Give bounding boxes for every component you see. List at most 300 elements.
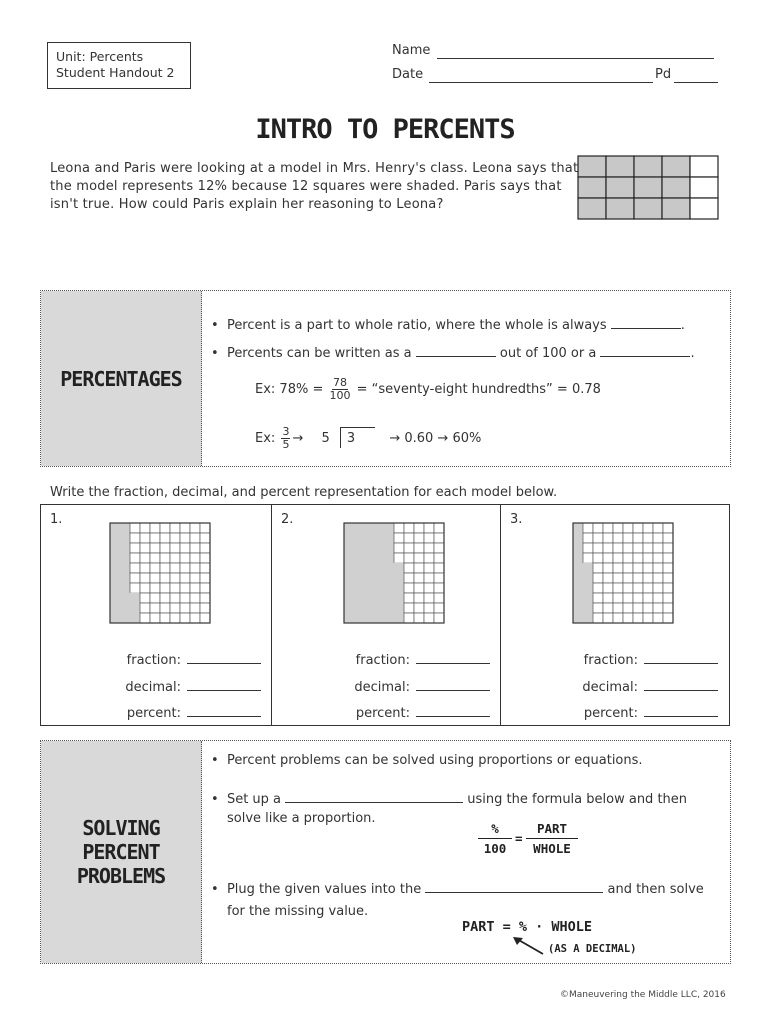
empty-square xyxy=(140,613,150,623)
empty-square xyxy=(404,553,414,563)
shaded-square xyxy=(354,593,364,603)
percent-forms-text-b: out of 100 or a xyxy=(499,346,597,361)
example-one-prefix: Ex: 78% = xyxy=(255,382,324,397)
empty-square xyxy=(613,563,623,573)
copyright-footer: ©Maneuvering the Middle LLC, 2016 xyxy=(560,990,726,1000)
empty-square xyxy=(404,543,414,553)
empty-square xyxy=(170,523,180,533)
shaded-cell xyxy=(606,177,634,198)
percent-label: percent: xyxy=(355,706,410,721)
fraction-label: fraction: xyxy=(126,653,181,668)
empty-square xyxy=(394,543,404,553)
empty-square xyxy=(653,563,663,573)
empty-square xyxy=(623,573,633,583)
solving-label-line3: PROBLEMS xyxy=(76,864,166,888)
empty-square xyxy=(404,613,414,623)
empty-square xyxy=(613,553,623,563)
decimal-note: (AS A DECIMAL) xyxy=(548,943,637,955)
decimal-answer-field[interactable] xyxy=(416,678,490,691)
empty-square xyxy=(404,533,414,543)
models-table xyxy=(40,504,730,726)
pd-label: Pd xyxy=(655,67,672,82)
shaded-square xyxy=(344,563,354,573)
shaded-square xyxy=(344,583,354,593)
empty-square xyxy=(200,573,210,583)
model-cell xyxy=(501,505,728,725)
empty-square xyxy=(653,553,663,563)
empty-square xyxy=(190,563,200,573)
solving-bullet-three-cont: for the missing value. xyxy=(227,904,369,919)
shaded-square xyxy=(354,563,364,573)
fraction-row xyxy=(356,651,490,668)
empty-square xyxy=(190,603,200,613)
empty-square xyxy=(200,533,210,543)
shaded-square xyxy=(583,583,593,593)
pointer-arrow-icon xyxy=(511,935,547,957)
solving-bullet-two-text-b: using the formula below and then xyxy=(467,792,688,807)
handout-number: Student Handout 2 xyxy=(56,65,175,80)
shaded-square xyxy=(344,613,354,623)
shaded-cell xyxy=(662,156,690,177)
hundreds-grid xyxy=(571,521,675,625)
empty-square xyxy=(434,583,444,593)
shaded-square xyxy=(583,603,593,613)
part-equation: PART = % · WHOLE xyxy=(462,919,593,935)
shaded-square xyxy=(354,603,364,613)
empty-square xyxy=(200,603,210,613)
decimal-label: decimal: xyxy=(582,680,638,695)
empty-square xyxy=(414,603,424,613)
shaded-square xyxy=(374,583,384,593)
empty-square xyxy=(180,523,190,533)
shaded-square xyxy=(374,533,384,543)
shaded-square xyxy=(573,563,583,573)
percent-answer-field[interactable] xyxy=(644,704,718,717)
decimal-row xyxy=(125,678,261,695)
empty-square xyxy=(180,593,190,603)
empty-square xyxy=(170,553,180,563)
empty-square xyxy=(180,583,190,593)
empty-square xyxy=(633,593,643,603)
shaded-square xyxy=(573,603,583,613)
empty-square xyxy=(140,523,150,533)
empty-square xyxy=(653,583,663,593)
empty-square xyxy=(160,573,170,583)
percent-answer-field[interactable] xyxy=(187,704,261,717)
empty-square xyxy=(663,583,673,593)
equation-blank[interactable] xyxy=(425,880,603,893)
empty-square xyxy=(130,583,140,593)
empty-square xyxy=(653,613,663,623)
percent-forms-text-a: Percents can be written as a xyxy=(226,346,412,361)
empty-square xyxy=(140,563,150,573)
shaded-square xyxy=(354,613,364,623)
decimal-row xyxy=(354,678,490,695)
shaded-square xyxy=(573,613,583,623)
fraction-row xyxy=(127,651,261,668)
empty-square xyxy=(643,533,653,543)
empty-square xyxy=(583,543,593,553)
shaded-square xyxy=(344,533,354,543)
decimal-answer-field[interactable] xyxy=(187,678,261,691)
fraction-answer-field[interactable] xyxy=(187,651,261,664)
empty-square xyxy=(424,573,434,583)
shaded-cell xyxy=(634,156,662,177)
empty-square xyxy=(633,533,643,543)
shaded-square xyxy=(354,583,364,593)
shaded-cell xyxy=(634,198,662,219)
empty-square xyxy=(653,543,663,553)
shaded-square xyxy=(384,523,394,533)
fraction-answer-field[interactable] xyxy=(416,651,490,664)
empty-square xyxy=(200,543,210,553)
hundreds-grid xyxy=(342,521,446,625)
empty-square xyxy=(140,573,150,583)
empty-square xyxy=(633,613,643,623)
empty-square xyxy=(633,583,643,593)
shaded-square xyxy=(394,603,404,613)
empty-square xyxy=(613,533,623,543)
shaded-square xyxy=(110,583,120,593)
shaded-square xyxy=(573,533,583,543)
percentages-label: PERCENTAGES xyxy=(41,291,202,466)
example-two-denominator: 5 xyxy=(282,438,290,451)
shaded-square xyxy=(384,583,394,593)
shaded-square xyxy=(120,573,130,583)
empty-square xyxy=(623,533,633,543)
shaded-square xyxy=(364,573,374,583)
shaded-square xyxy=(364,593,374,603)
solving-bullet-three: • Plug the given values into the and then solve xyxy=(211,882,704,897)
solving-bullet-three-text-a: Plug the given values into the xyxy=(226,882,422,897)
pd-field[interactable] xyxy=(674,82,718,83)
empty-square xyxy=(613,593,623,603)
empty-square xyxy=(603,553,613,563)
fraction-label: fraction: xyxy=(355,653,410,668)
empty-square xyxy=(653,603,663,613)
percent-answer-field[interactable] xyxy=(416,704,490,717)
empty-square xyxy=(643,523,653,533)
empty-square xyxy=(603,533,613,543)
empty-square xyxy=(633,523,643,533)
long-division-box xyxy=(340,427,375,448)
shaded-cell xyxy=(578,156,606,177)
shaded-square xyxy=(110,563,120,573)
shaded-square xyxy=(344,543,354,553)
model-number: 2. xyxy=(281,512,294,527)
empty-square xyxy=(603,593,613,603)
empty-square xyxy=(190,583,200,593)
empty-square xyxy=(663,553,673,563)
empty-square xyxy=(150,573,160,583)
empty-square xyxy=(404,603,414,613)
empty-square xyxy=(623,593,633,603)
empty-square xyxy=(434,613,444,623)
formula-right-denominator: WHOLE xyxy=(533,841,571,856)
shaded-square xyxy=(120,543,130,553)
empty-square xyxy=(603,573,613,583)
shaded-square xyxy=(394,563,404,573)
empty-square xyxy=(434,563,444,573)
empty-square xyxy=(160,563,170,573)
empty-square xyxy=(653,533,663,543)
empty-square xyxy=(633,563,643,573)
decimal-label: decimal: xyxy=(354,680,410,695)
empty-square xyxy=(170,573,180,583)
solving-bullet-two-cont: solve like a proportion. xyxy=(227,811,376,826)
shaded-square xyxy=(130,593,140,603)
empty-square xyxy=(394,533,404,543)
shaded-square xyxy=(394,583,404,593)
formula-left-bar xyxy=(478,838,512,839)
model-cell xyxy=(272,505,501,725)
shaded-square xyxy=(354,543,364,553)
empty-square xyxy=(394,553,404,563)
shaded-cell xyxy=(606,156,634,177)
empty-square xyxy=(404,523,414,533)
unit-label-box xyxy=(47,42,191,89)
empty-square xyxy=(603,613,613,623)
division-dividend: 3 xyxy=(346,431,356,446)
empty-square xyxy=(190,553,200,563)
empty-square xyxy=(414,593,424,603)
solving-label-line2: PERCENT xyxy=(82,840,160,864)
page-title: INTRO TO PERCENTS xyxy=(255,114,515,145)
empty-square xyxy=(613,573,623,583)
empty-square xyxy=(150,583,160,593)
empty-square xyxy=(643,593,653,603)
shaded-cell xyxy=(662,177,690,198)
fraction-blank[interactable] xyxy=(416,344,496,357)
percentages-section xyxy=(40,290,731,467)
percent-row xyxy=(584,704,718,721)
name-field[interactable] xyxy=(437,58,714,59)
empty-square xyxy=(663,573,673,583)
empty-square xyxy=(593,563,603,573)
empty-square xyxy=(663,593,673,603)
empty-square xyxy=(180,613,190,623)
formula-left-denominator: 100 xyxy=(483,841,507,856)
shaded-square xyxy=(583,563,593,573)
percent-definition-text: Percent is a part to whole ratio, where the whole is always xyxy=(226,318,607,333)
shaded-square xyxy=(573,553,583,563)
empty-square xyxy=(190,523,200,533)
empty-square xyxy=(583,553,593,563)
shaded-cell xyxy=(578,177,606,198)
empty-square xyxy=(130,563,140,573)
whole-blank[interactable] xyxy=(611,316,681,329)
shaded-square xyxy=(573,573,583,583)
empty-square xyxy=(170,543,180,553)
intro-model-grid xyxy=(577,155,719,222)
empty-square xyxy=(663,533,673,543)
empty-square xyxy=(603,563,613,573)
empty-square xyxy=(160,593,170,603)
empty-square xyxy=(633,573,643,583)
empty-square xyxy=(200,593,210,603)
decimal-answer-field[interactable] xyxy=(644,678,718,691)
decimal-label: decimal: xyxy=(125,680,181,695)
empty-square xyxy=(200,583,210,593)
example-two xyxy=(255,426,481,451)
shaded-square xyxy=(344,573,354,583)
empty-square xyxy=(180,603,190,613)
empty-square xyxy=(633,553,643,563)
example-two-result: → 0.60 → 60% xyxy=(389,431,482,446)
empty-square xyxy=(200,563,210,573)
shaded-square xyxy=(120,523,130,533)
percent-label: percent: xyxy=(126,706,181,721)
empty-square xyxy=(190,573,200,583)
shaded-square xyxy=(364,533,374,543)
empty-square xyxy=(643,563,653,573)
empty-square xyxy=(150,603,160,613)
empty-square xyxy=(613,543,623,553)
empty-square xyxy=(190,593,200,603)
empty-square xyxy=(160,543,170,553)
shaded-square xyxy=(344,603,354,613)
empty-square xyxy=(170,603,180,613)
proportion-blank[interactable] xyxy=(285,790,463,803)
shaded-square xyxy=(110,523,120,533)
shaded-square xyxy=(130,603,140,613)
empty-square xyxy=(190,533,200,543)
percent-row xyxy=(356,704,490,721)
empty-square xyxy=(643,543,653,553)
empty-square xyxy=(180,533,190,543)
shaded-square xyxy=(384,573,394,583)
empty-square xyxy=(140,603,150,613)
solving-label xyxy=(41,741,202,963)
example-two-fraction xyxy=(281,426,290,451)
shaded-square xyxy=(384,593,394,603)
shaded-square xyxy=(120,593,130,603)
empty-square xyxy=(180,573,190,583)
empty-square xyxy=(434,593,444,603)
empty-square xyxy=(613,583,623,593)
shaded-square xyxy=(120,583,130,593)
shaded-square xyxy=(573,583,583,593)
date-label: Date xyxy=(392,67,424,82)
empty-square xyxy=(593,603,603,613)
empty-square xyxy=(593,553,603,563)
shaded-square xyxy=(374,613,384,623)
fraction-answer-field[interactable] xyxy=(644,651,718,664)
empty-square xyxy=(643,573,653,583)
empty-square xyxy=(623,543,633,553)
shaded-square xyxy=(120,563,130,573)
example-one-numerator: 78 xyxy=(332,376,347,389)
empty-square xyxy=(593,583,603,593)
empty-square xyxy=(424,563,434,573)
empty-square xyxy=(130,543,140,553)
shaded-square xyxy=(374,523,384,533)
shaded-square xyxy=(354,553,364,563)
percent-row xyxy=(127,704,261,721)
empty-square xyxy=(603,603,613,613)
date-field[interactable] xyxy=(429,82,653,83)
shaded-square xyxy=(120,603,130,613)
shaded-square xyxy=(384,563,394,573)
empty-square xyxy=(170,533,180,543)
empty-square xyxy=(180,553,190,563)
empty-square xyxy=(404,563,414,573)
empty-square xyxy=(150,613,160,623)
solving-bullet-two-text-a: Set up a xyxy=(226,792,282,807)
empty-square xyxy=(663,603,673,613)
empty-square xyxy=(593,533,603,543)
percent-forms: • Percents can be written as a out of 100 or a . xyxy=(211,346,695,361)
empty-square xyxy=(150,553,160,563)
shaded-square xyxy=(374,593,384,603)
empty-square xyxy=(130,523,140,533)
empty-square xyxy=(140,593,150,603)
shaded-square xyxy=(374,563,384,573)
formula-right-bar xyxy=(526,838,578,839)
decimal-blank[interactable] xyxy=(600,344,690,357)
percent-definition: • Percent is a part to whole ratio, where the whole is always . xyxy=(211,318,685,333)
empty-square xyxy=(633,603,643,613)
empty-square xyxy=(424,543,434,553)
formula-left-numerator: % xyxy=(491,821,499,836)
shaded-cell xyxy=(634,177,662,198)
empty-square xyxy=(643,553,653,563)
empty-square xyxy=(150,523,160,533)
formula-right-numerator: PART xyxy=(536,821,568,836)
shaded-square xyxy=(364,543,374,553)
empty-square xyxy=(424,583,434,593)
shaded-square xyxy=(384,553,394,563)
example-one-denominator: 100 xyxy=(329,389,351,402)
empty-square xyxy=(593,573,603,583)
fraction-row xyxy=(584,651,718,668)
shaded-square xyxy=(573,523,583,533)
empty-square xyxy=(190,543,200,553)
empty-square xyxy=(583,533,593,543)
empty-square xyxy=(414,523,424,533)
solving-bullet-one: • Percent problems can be solved using proportions or equations. xyxy=(211,753,643,768)
shaded-square xyxy=(384,603,394,613)
empty-square xyxy=(414,553,424,563)
empty-square xyxy=(140,533,150,543)
shaded-square xyxy=(394,593,404,603)
empty-square xyxy=(414,563,424,573)
empty-square xyxy=(130,553,140,563)
empty-square xyxy=(663,523,673,533)
empty-square xyxy=(424,613,434,623)
empty-cell xyxy=(690,156,718,177)
empty-square xyxy=(663,543,673,553)
empty-square xyxy=(593,543,603,553)
example-two-numerator: 3 xyxy=(282,425,290,438)
shaded-square xyxy=(374,573,384,583)
shaded-cell xyxy=(606,198,634,219)
empty-square xyxy=(623,603,633,613)
empty-square xyxy=(394,523,404,533)
shaded-square xyxy=(364,583,374,593)
empty-square xyxy=(140,583,150,593)
shaded-square xyxy=(364,613,374,623)
empty-square xyxy=(160,533,170,543)
hundreds-grid xyxy=(108,521,212,625)
unit-title: Unit: Percents xyxy=(56,49,144,64)
empty-square xyxy=(130,533,140,543)
empty-square xyxy=(160,613,170,623)
empty-square xyxy=(653,573,663,583)
empty-square xyxy=(653,593,663,603)
shaded-square xyxy=(344,523,354,533)
shaded-square xyxy=(374,553,384,563)
